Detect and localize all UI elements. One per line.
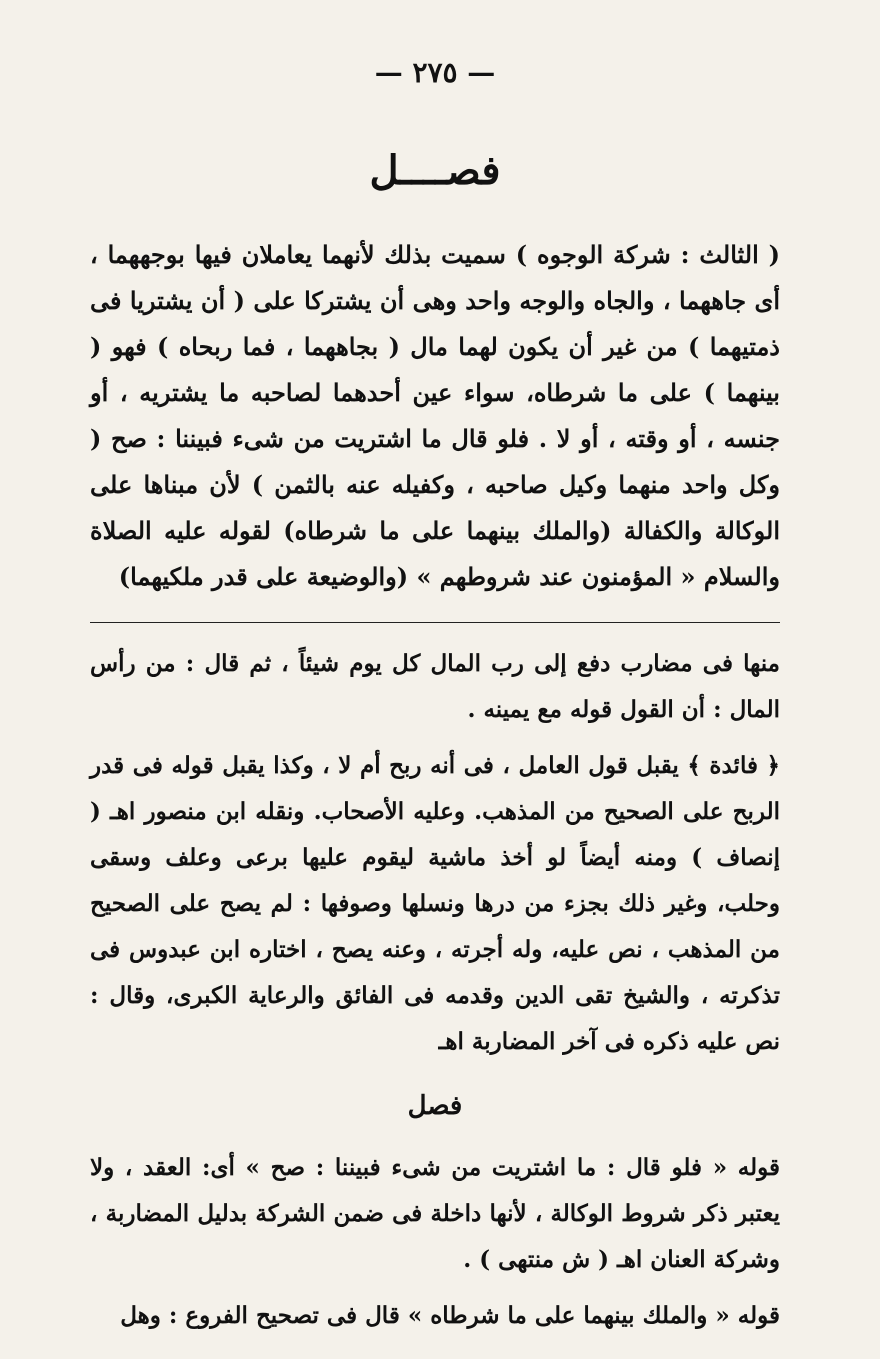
footnote-paragraph-2: ﴿ فائدة ﴾ يقبل قول العامل ، فى أنه ربح أم لا ، وكذا يقبل قوله فى قدر الربح على الصحيح من المذهب. وعليه الأصحاب. ونقله ابن منصور اهـ ( إنصاف ) ومنه أيضاً لو أخذ ماشية ليقوم عليها برعى وعلف وسقى وحلب، وغير ذلك بجزء من درها ونسلها وصوفها : لم يصح على الصحيح من المذهب ، نص عليه، وله أجرته ، وعنه يصح ، اختاره ابن عبدوس فى تذكرته ، والشيخ تقى الدين وقدمه فى الفائق والرعاية الكبرى، وقال : نص عليه ذكره فى آخر المضاربة اهـ (90, 752, 780, 1055)
footnote-paragraph-3: قوله « فلو قال : ما اشتريت من شىء فبيننا : صح » أى: العقد ، ولا يعتبر ذكر شروط الوكالة ، لأنها داخلة فى ضمن الشركة بدليل المضاربة ، وشركة العنان اهـ ( ش منتهى ) . (90, 1154, 780, 1273)
page-number: — ٢٧٥ — (374, 56, 496, 89)
main-paragraph: ( الثالث : شركة الوجوه ) سميت بذلك لأنهما يعاملان فيها بوجههما ، أى جاههما ، والجاه والوجه واحد وهى أن يشتركا على ( أن يشتريا فى ذمتيهما ) من غير أن يكون لهما مال ( بجاههما ، فما ربحاه ) فهو ( بينهما ) على ما شرطاه، سواء عين أحدهما لصاحبه ما يشتريه ، أو جنسه ، أو وقته ، أو لا . فلو قال ما اشتريت من شىء فبيننا : صح ( وكل واحد منهما وكيل صاحبه ، وكفيله عنه بالثمن ) لأن مبناها على الوكالة والكفالة (والملك بينهما على ما شرطاه) لقوله عليه الصلاة والسلام « المؤمنون عند شروطهم » (والوضيعة على قدر ملكيهما) (90, 240, 780, 591)
section-title: فصــــل (369, 147, 501, 194)
footnote-divider (90, 622, 780, 623)
footnote-paragraph-4: قوله « والملك بينهما على ما شرطاه » قال فى تصحيح الفروع : وهل (120, 1302, 780, 1329)
footnote-paragraph-1: منها فى مضارب دفع إلى رب المال كل يوم شيئاً ، ثم قال : من رأس المال : أن القول قوله مع يمينه . (90, 650, 780, 723)
footnote-section-title: فصل (407, 1091, 463, 1121)
